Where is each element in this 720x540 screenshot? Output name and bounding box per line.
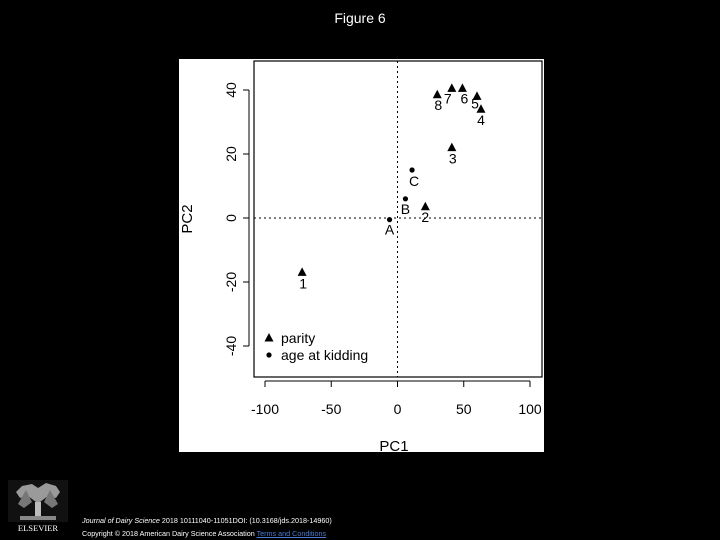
legend-label: parity [281,330,316,346]
parity-point-label: 5 [471,95,479,112]
figure-panel [179,59,544,452]
x-tick-label: 50 [455,401,472,417]
x-axis-label: PC1 [379,438,409,452]
parity-point-label: 1 [299,275,307,292]
age-point-label: C [409,173,420,189]
citation-footer [82,514,332,540]
parity-point-label: 6 [460,90,469,107]
x-tick-label: -100 [250,401,280,417]
scatter-chart [179,59,544,452]
x-tick-label: 100 [518,401,542,417]
parity-point-label: 7 [443,90,452,107]
parity-point-label: 2 [421,208,430,225]
copyright-line [82,527,332,540]
legend-label: age at kidding [281,347,369,363]
parity-point-label: 4 [477,112,485,129]
parity-point-label: 3 [448,150,457,167]
citation-text: 2018 10111040-11051DOI: (10.3168/jds.2018-14960) [159,516,332,525]
publisher-name: ELSEVIER [17,523,59,533]
parity-point-label: 8 [434,96,443,113]
age-point-label: B [400,200,411,217]
elsevier-tree-icon [6,478,70,534]
y-tick-label: -20 [223,271,239,293]
copyright-text: Copyright © 2018 American Dairy Science Association [82,529,255,538]
y-tick-label: 40 [223,82,239,98]
y-axis-label: PC2 [179,204,196,234]
y-tick-label: 0 [223,214,239,222]
legend-marker-circle [266,352,271,357]
legend-marker-triangle [265,333,274,342]
x-tick-label: -50 [321,401,342,417]
age-point-C [409,167,414,172]
age-point-label: A [384,221,395,238]
slide-title: Figure 6 [334,10,386,26]
elsevier-logo [6,478,70,534]
citation-line [82,514,332,527]
y-tick-label: 20 [223,146,239,162]
y-tick-label: -40 [223,335,239,357]
journal-name: Journal of Dairy Science [82,516,160,525]
terms-link[interactable]: Terms and Conditions [256,529,327,538]
x-tick-label: 0 [393,401,402,417]
